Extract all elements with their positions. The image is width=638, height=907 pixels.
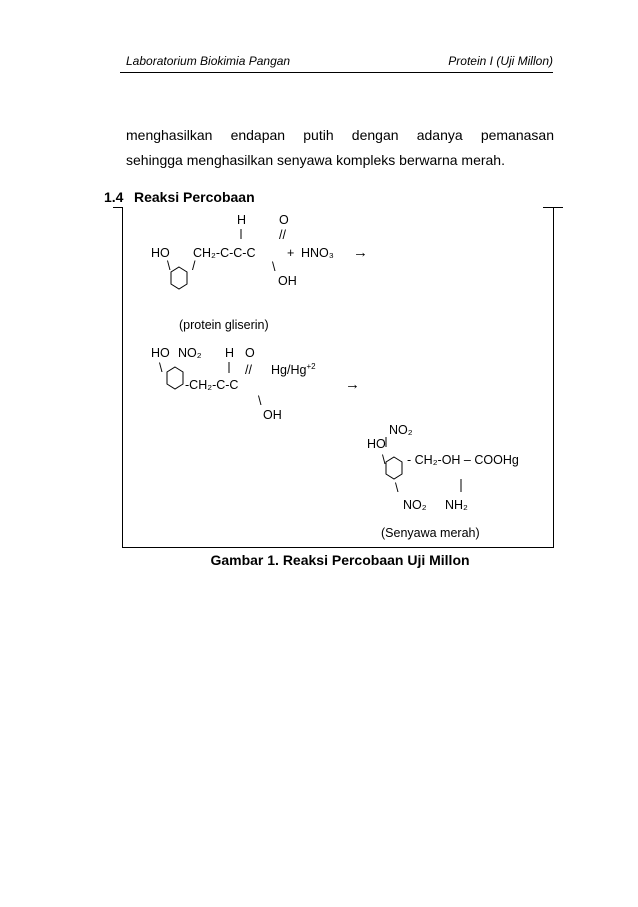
r2-reagent [271, 362, 316, 377]
paragraph-line-2: sehingga menghasilkan senyawa kompleks berwarna merah. [126, 152, 505, 168]
r1-chain-label: CH₂-C-C-C [193, 246, 256, 260]
r1-h-label: H [237, 213, 247, 227]
product-nh2-label: NH₂ [445, 498, 468, 512]
r1-o-label: O [279, 213, 289, 227]
r1-ring-bond-left: \ [167, 259, 171, 273]
r2-reagent-base: Hg/Hg [271, 363, 307, 377]
r1-arrow: → [353, 244, 368, 261]
header-course-title: Laboratorium Biokimia Pangan [126, 54, 291, 68]
header-topic: Protein I (Uji Millon) [448, 54, 553, 68]
r1-plus-sign: + [287, 246, 295, 260]
r2-chain-label: -CH₂-C-C [185, 378, 239, 392]
r2-benzene-ring [167, 367, 183, 389]
r2-oh-bond: \ [258, 394, 262, 408]
product-ring-bond: \ [382, 453, 386, 467]
product-ho-label: HO [367, 437, 386, 451]
product-benzene-ring [386, 457, 402, 479]
r2-ho-label: HO [151, 346, 170, 360]
header-rule [120, 72, 553, 73]
section-number: 1.4 [104, 189, 124, 205]
protein-label: (protein gliserin) [179, 318, 269, 332]
r1-oh-bond: \ [272, 260, 276, 274]
r2-no2-label: NO₂ [178, 346, 202, 360]
product-chain-label: - CH₂-OH – COOHg [407, 453, 519, 467]
r2-h-label: H [225, 346, 235, 360]
r2-arrow: → [345, 376, 360, 393]
product-no2-top: NO₂ [389, 423, 413, 437]
r1-oh-label: OH [278, 274, 297, 288]
product-no2-bond-lower: \ [395, 481, 399, 495]
r2-oh-label: OH [263, 408, 282, 422]
paragraph-line-1: menghasilkan endapan putih dengan adanya pemanasan [126, 127, 554, 143]
page-header [120, 54, 553, 74]
product-no2-bottom: NO₂ [403, 498, 427, 512]
r1-ring-bond-right: / [192, 259, 196, 273]
section-title: Reaksi Percobaan [134, 189, 255, 205]
reaction-scheme [123, 207, 553, 547]
section-heading [104, 189, 255, 205]
r1-benzene-ring [171, 267, 187, 289]
r1-ho-label: HO [151, 246, 170, 260]
product-label: (Senyawa merah) [381, 526, 480, 540]
r2-ring-bond-left: \ [159, 361, 163, 375]
r1-double-bond: // [279, 228, 286, 242]
r2-double-bond: // [245, 363, 252, 377]
r1-reagent: HNO₃ [301, 246, 334, 260]
r2-reagent-charge: +2 [306, 362, 316, 371]
figure-top-rule-left [113, 207, 123, 208]
figure-caption: Gambar 1. Reaksi Percobaan Uji Millon [210, 552, 470, 568]
r2-o-label: O [245, 346, 255, 360]
reaction-figure [122, 207, 554, 548]
